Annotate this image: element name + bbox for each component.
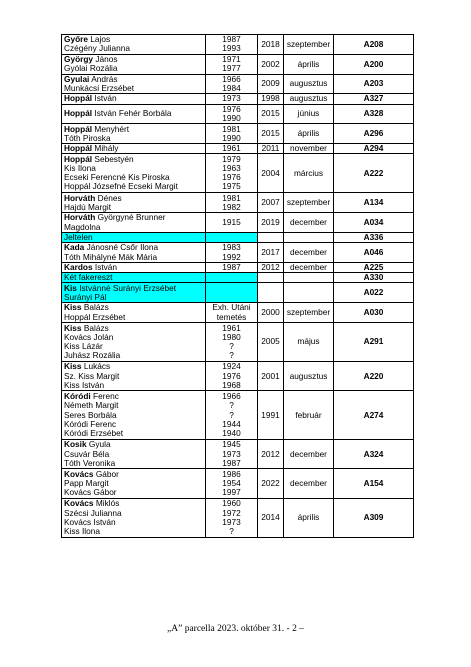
year-value: 1993 xyxy=(222,43,241,54)
birth-years-cell xyxy=(206,322,258,361)
names-cell xyxy=(62,35,206,55)
given-name: Munkácsi Erzsébet xyxy=(64,82,135,93)
burial-month-cell: december xyxy=(284,262,334,272)
grave-code-cell: A022 xyxy=(334,283,414,303)
given-name: Miklós xyxy=(93,498,120,509)
burial-year-cell: 2011 xyxy=(258,144,284,154)
burial-register-table xyxy=(61,34,414,538)
year-value: 1960 xyxy=(222,498,241,509)
table-row xyxy=(62,303,414,323)
birth-years-cell xyxy=(206,213,258,233)
grave-code-cell: A296 xyxy=(334,124,414,144)
grave-code-cell: A030 xyxy=(334,303,414,323)
grave-code-cell: A208 xyxy=(334,35,414,55)
birth-years-cell xyxy=(206,154,258,193)
table-row xyxy=(62,243,414,263)
burial-month-cell: augusztus xyxy=(284,74,334,94)
given-name: Gábor xyxy=(93,468,119,479)
given-name: Juhász Rozália xyxy=(64,350,121,360)
year-value: 1961 xyxy=(222,143,241,154)
burial-month-cell: augusztus xyxy=(284,361,334,390)
given-name: Papp Margit xyxy=(64,477,109,488)
burial-year-cell: 2017 xyxy=(258,243,284,263)
year-value: 1976 xyxy=(222,104,241,114)
given-name: Tóth Veronika xyxy=(64,457,116,468)
grave-code-cell: A200 xyxy=(334,54,414,74)
names-cell xyxy=(62,104,206,124)
year-value: ? xyxy=(229,400,234,411)
year-value: 1981 xyxy=(222,123,241,134)
given-name: Két fakereszt xyxy=(64,272,113,283)
grave-code-cell: A294 xyxy=(334,144,414,154)
surname: Kardos xyxy=(64,262,93,272)
given-name: Balázs xyxy=(81,322,109,333)
year-value: 1961 xyxy=(222,322,241,333)
given-name: Magdolna xyxy=(64,221,101,232)
person-name xyxy=(64,527,203,536)
burial-month-cell: február xyxy=(284,391,334,440)
given-name: Kiss István xyxy=(64,379,105,390)
year-value: 1979 xyxy=(222,154,241,165)
given-name: Sebestyén xyxy=(92,154,134,165)
given-name: Tóth Piroska xyxy=(64,132,111,143)
grave-code-cell: A046 xyxy=(334,243,414,263)
birth-years-cell xyxy=(206,273,258,283)
surname: Hoppál xyxy=(64,154,93,165)
burial-year-cell: 1991 xyxy=(258,391,284,440)
burial-month-cell: szeptember xyxy=(284,303,334,323)
year-value: 1986 xyxy=(222,468,241,479)
grave-code-cell: A034 xyxy=(334,213,414,233)
burial-month-cell: március xyxy=(284,154,334,193)
year-value: 1973 xyxy=(222,448,241,459)
person-name xyxy=(64,182,203,191)
given-name: Menyhért xyxy=(92,123,130,134)
person-name xyxy=(64,109,203,118)
surname: Hoppál xyxy=(64,123,93,134)
given-name: István xyxy=(92,93,117,104)
burial-month-cell xyxy=(284,283,334,303)
burial-month-cell: május xyxy=(284,322,334,361)
birth-years-cell xyxy=(206,303,258,323)
burial-year-cell xyxy=(258,283,284,303)
person-name xyxy=(64,429,203,438)
person-name xyxy=(64,381,203,390)
year-value: 1983 xyxy=(222,242,241,253)
year-value: 1987 xyxy=(222,457,241,468)
year-value: 1990 xyxy=(222,132,241,143)
names-cell xyxy=(62,94,206,104)
year-value: 1968 xyxy=(222,379,241,390)
surname: Kovács xyxy=(64,498,94,509)
burial-year-cell: 2022 xyxy=(258,469,284,498)
burial-month-cell: december xyxy=(284,469,334,498)
year-value: 1981 xyxy=(222,192,241,203)
surname: Horváth xyxy=(64,192,96,203)
grave-code-cell: A291 xyxy=(334,322,414,361)
year-value: 1924 xyxy=(222,361,241,372)
person-name xyxy=(64,84,203,93)
burial-year-cell: 2015 xyxy=(258,124,284,144)
person-name xyxy=(64,94,203,103)
surname: Kada xyxy=(64,242,85,253)
birth-years-cell xyxy=(206,74,258,94)
table-row xyxy=(62,391,414,440)
grave-code-cell: A330 xyxy=(334,273,414,283)
grave-code-cell: A203 xyxy=(334,74,414,94)
year-value: 1987 xyxy=(222,262,241,272)
year-value: ? xyxy=(229,525,234,536)
names-cell xyxy=(62,154,206,193)
surname: Kiss xyxy=(64,322,82,333)
names-cell xyxy=(62,283,206,303)
table-row xyxy=(62,262,414,272)
grave-code-cell: A327 xyxy=(334,94,414,104)
names-cell xyxy=(62,74,206,94)
given-name: Ferenc xyxy=(90,391,119,402)
given-name: Ecseki Ferencné Kis Piroska xyxy=(64,172,170,183)
given-name: Surányi Pál xyxy=(64,291,107,302)
burial-month-cell: április xyxy=(284,124,334,144)
given-name: Gyólai Rozália xyxy=(64,63,118,74)
person-name xyxy=(64,223,203,232)
given-name: Kóródi Ferenc xyxy=(64,418,117,429)
burial-month-cell: december xyxy=(284,243,334,263)
given-name: Kovács István xyxy=(64,516,116,527)
year-value: 1976 xyxy=(222,370,241,381)
birth-years-cell xyxy=(206,193,258,213)
burial-year-cell: 2019 xyxy=(258,213,284,233)
table-row xyxy=(62,124,414,144)
burial-year-cell: 2002 xyxy=(258,54,284,74)
table-row xyxy=(62,154,414,193)
year-value: 1972 xyxy=(222,507,241,518)
birth-years-cell xyxy=(206,124,258,144)
given-name: Mihály xyxy=(92,143,119,154)
surname: Kis xyxy=(64,282,77,293)
year-value: 1984 xyxy=(222,82,241,93)
names-cell xyxy=(62,273,206,283)
surname: Hoppál xyxy=(64,93,93,104)
grave-code-cell: A336 xyxy=(334,232,414,242)
year-value: 1975 xyxy=(222,181,241,192)
given-name: István Fehér Borbála xyxy=(92,108,172,119)
grave-code-cell: A324 xyxy=(334,439,414,468)
grave-code-cell: A134 xyxy=(334,193,414,213)
given-name: Gyula xyxy=(86,439,111,450)
burial-year-cell: 2015 xyxy=(258,104,284,124)
table-row xyxy=(62,94,414,104)
birth-years-cell xyxy=(206,232,258,242)
burial-year-cell: 2009 xyxy=(258,74,284,94)
birth-years-cell xyxy=(206,35,258,55)
names-cell xyxy=(62,361,206,390)
year-value: 1963 xyxy=(222,163,241,174)
person-name xyxy=(64,233,203,242)
year-value: 1966 xyxy=(222,391,241,402)
table-row xyxy=(62,469,414,498)
surname: Hoppál xyxy=(64,108,93,119)
year-value: ? xyxy=(229,350,234,360)
burial-month-cell xyxy=(284,232,334,242)
burial-year-cell: 2012 xyxy=(258,262,284,272)
surname: Gyulai xyxy=(64,74,90,84)
person-name xyxy=(64,253,203,262)
year-value: 1982 xyxy=(222,201,241,212)
table-row xyxy=(62,232,414,242)
given-name: István xyxy=(92,262,118,272)
given-name: Tóth Mihályné Mák Mária xyxy=(64,251,158,262)
names-cell xyxy=(62,232,206,242)
names-cell xyxy=(62,322,206,361)
year-value: 1944 xyxy=(222,418,241,429)
burial-year-cell: 2007 xyxy=(258,193,284,213)
names-cell xyxy=(62,144,206,154)
table-row xyxy=(62,361,414,390)
given-name: Hajdú Margit xyxy=(64,201,112,212)
birth-years-cell xyxy=(206,498,258,537)
birth-years-cell xyxy=(206,104,258,124)
year-value: 1980 xyxy=(222,331,241,342)
names-cell xyxy=(62,54,206,74)
names-cell xyxy=(62,262,206,272)
surname: Horváth xyxy=(64,212,96,223)
table-row xyxy=(62,273,414,283)
table-row xyxy=(62,193,414,213)
birth-years-cell xyxy=(206,94,258,104)
given-name: János xyxy=(93,54,118,65)
grave-code-cell: A154 xyxy=(334,469,414,498)
year-value: 1990 xyxy=(222,112,241,123)
birth-years-cell xyxy=(206,262,258,272)
burial-month-cell: november xyxy=(284,144,334,154)
grave-code-cell: A274 xyxy=(334,391,414,440)
year-value: 1976 xyxy=(222,172,241,183)
given-name: Jánosné Csőr Ilona xyxy=(84,242,159,253)
names-cell xyxy=(62,498,206,537)
given-name: Györgyné Brunner xyxy=(95,212,166,223)
given-name: Lajos xyxy=(87,34,111,45)
burial-year-cell: 2014 xyxy=(258,498,284,537)
grave-code-cell: A309 xyxy=(334,498,414,537)
year-value: 1966 xyxy=(222,74,241,84)
year-value: 1971 xyxy=(222,54,241,65)
grave-code-cell: A222 xyxy=(334,154,414,193)
given-name: Sz. Kiss Margit xyxy=(64,370,120,381)
given-name: Kóródi Erzsébet xyxy=(64,427,124,438)
burial-year-cell xyxy=(258,232,284,242)
given-name: Kovács Jolán xyxy=(64,331,114,342)
burial-year-cell: 2005 xyxy=(258,322,284,361)
person-name xyxy=(64,273,203,282)
burial-month-cell: április xyxy=(284,54,334,74)
given-name: Dénes xyxy=(95,192,122,203)
names-cell xyxy=(62,469,206,498)
surname: Kiss xyxy=(64,361,82,372)
given-name: Kiss Lázár xyxy=(64,340,103,351)
grave-code-cell: A328 xyxy=(334,104,414,124)
birth-years-cell xyxy=(206,469,258,498)
year-value: 1954 xyxy=(222,477,241,488)
burial-year-cell: 2018 xyxy=(258,35,284,55)
names-cell xyxy=(62,124,206,144)
person-name xyxy=(64,64,203,73)
person-name xyxy=(64,134,203,143)
birth-years-cell xyxy=(206,361,258,390)
surname: György xyxy=(64,54,94,65)
birth-years-cell xyxy=(206,439,258,468)
grave-code-cell: A220 xyxy=(334,361,414,390)
birth-years-cell xyxy=(206,54,258,74)
burial-month-cell: szeptember xyxy=(284,35,334,55)
year-value: 1997 xyxy=(222,487,241,498)
person-name xyxy=(64,144,203,153)
surname: Kóródi xyxy=(64,391,91,402)
year-value: 1987 xyxy=(222,34,241,45)
given-name: Kovács Gábor xyxy=(64,487,117,498)
names-cell xyxy=(62,213,206,233)
names-cell xyxy=(62,303,206,323)
table-row xyxy=(62,283,414,303)
given-name: Jeltelen xyxy=(64,232,93,242)
page-footer: „A” parcella 2023. október 31. - 2 – xyxy=(167,624,304,634)
year-value: 1940 xyxy=(222,427,241,438)
year-value: ? xyxy=(229,409,234,420)
table-row xyxy=(62,439,414,468)
surname: Kovács xyxy=(64,468,94,479)
year-value: 1977 xyxy=(222,63,241,74)
given-name: Kiss Ilona xyxy=(64,525,100,536)
year-value: 1973 xyxy=(222,93,241,104)
table-row xyxy=(62,54,414,74)
person-name xyxy=(64,488,203,497)
burial-month-cell: december xyxy=(284,213,334,233)
birth-years-cell xyxy=(206,283,258,303)
year-value: 1945 xyxy=(222,439,241,450)
given-name: Balázs xyxy=(81,302,109,313)
names-cell xyxy=(62,391,206,440)
burial-year-cell: 2001 xyxy=(258,361,284,390)
given-name: Czégény Julianna xyxy=(64,43,130,54)
birth-years-cell xyxy=(206,144,258,154)
names-cell xyxy=(62,193,206,213)
table-row xyxy=(62,144,414,154)
surname: Győre xyxy=(64,34,88,45)
person-name xyxy=(64,44,203,53)
person-name xyxy=(64,459,203,468)
year-value: 1992 xyxy=(222,251,241,262)
table-row xyxy=(62,322,414,361)
given-name: Kis Ilona xyxy=(64,163,96,174)
burial-month-cell: szeptember xyxy=(284,193,334,213)
burial-month-cell: június xyxy=(284,104,334,124)
burial-month-cell xyxy=(284,273,334,283)
year-value: ? xyxy=(229,340,234,351)
table-row xyxy=(62,498,414,537)
person-name xyxy=(64,293,203,302)
table-row xyxy=(62,74,414,94)
burial-month-cell: augusztus xyxy=(284,94,334,104)
year-value: 1915 xyxy=(222,217,241,227)
given-name: Istvánné Surányi Erzsébet xyxy=(76,282,177,293)
birth-years-cell xyxy=(206,243,258,263)
person-name xyxy=(64,313,203,322)
surname: Hoppál xyxy=(64,143,93,154)
surname: Kosik xyxy=(64,439,87,450)
table-row xyxy=(62,35,414,55)
table-row xyxy=(62,213,414,233)
birth-years-cell xyxy=(206,391,258,440)
names-cell xyxy=(62,243,206,263)
burial-month-cell: december xyxy=(284,439,334,468)
burial-year-cell: 2000 xyxy=(258,303,284,323)
grave-code-cell: A225 xyxy=(334,262,414,272)
person-name xyxy=(64,263,203,272)
given-name: Seres Borbála xyxy=(64,409,117,420)
given-name: Lukács xyxy=(81,361,111,372)
year-value: 1973 xyxy=(222,516,241,527)
given-name: Csuvár Béla xyxy=(64,448,110,459)
person-name xyxy=(64,203,203,212)
burial-year-cell: 1998 xyxy=(258,94,284,104)
year-value: temetés xyxy=(216,311,247,322)
given-name: Hoppál Erzsébet xyxy=(64,311,126,322)
year-value: Exh. Utáni xyxy=(212,302,251,313)
burial-month-cell: április xyxy=(284,498,334,537)
given-name: Szécsi Julianna xyxy=(64,507,122,518)
person-name xyxy=(64,351,203,360)
surname: Kiss xyxy=(64,302,82,313)
burial-year-cell: 2004 xyxy=(258,154,284,193)
burial-year-cell: 2012 xyxy=(258,439,284,468)
names-cell xyxy=(62,439,206,468)
table-row xyxy=(62,104,414,124)
given-name: Németh Margit xyxy=(64,400,119,411)
given-name: Hoppál Józsefné Ecseki Margit xyxy=(64,181,178,192)
burial-year-cell xyxy=(258,273,284,283)
given-name: András xyxy=(89,74,118,84)
